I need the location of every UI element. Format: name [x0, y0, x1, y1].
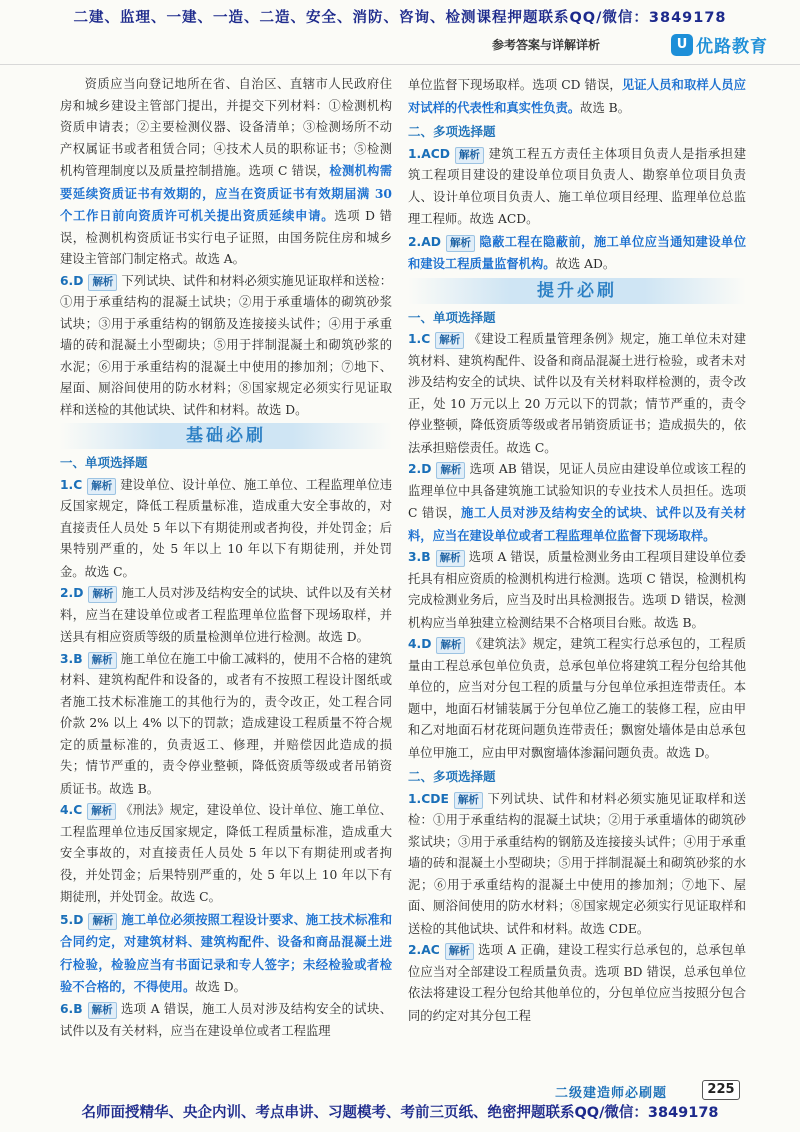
answer-text: 下列试块、试件和材料必须实施见证取样和送检：①用于承重结构的混凝土试块；②用于承重墙体的砌筑砂浆试块；③用于承重结构的钢筋及连接接头试件；④用于承重墙的砖和混凝土小型砌块；⑤用于拌制混凝土和砌筑砂浆的水泥；⑥用于承重结构的混凝土中使用的掺加剂；⑦地下、屋面、厕浴间使用的防水材料；⑧国家规定必须实行见证取样和送检的其他试块、试件和材料。故选 CDE。: [408, 791, 746, 936]
answer-number: 2.AC: [408, 943, 440, 957]
answer-item: [408, 144, 746, 231]
answer-number: 2.D: [408, 462, 432, 476]
intro-text: 资质应当向登记地所在省、自治区、直辖市人民政府住房和城乡建设主管部门提出，并提交下列材料：①检测机构资质申请表；②主要检测仪器、设备清单；③检测场所不动产权属证书或者租赁合同；④技术人员的职称证书；⑤检测机构管理制度以及质量控制措施。选项 C 错误，: [60, 77, 392, 178]
answer-text: 建筑工程五方责任主体项目负责人是指承担建筑工程项目建设的建设单位项目负责人、勘察单位项目负责人、设计单位项目负责人、施工单位项目经理、监理单位总监理工程师。故选 ACD。: [408, 146, 746, 226]
logo-mark-icon: U: [671, 34, 693, 56]
section-band: [408, 278, 746, 304]
band-title: 基础必刷: [186, 426, 266, 446]
section-band: [60, 423, 392, 449]
answer-number: 6.B: [60, 1001, 83, 1016]
analysis-tag: 解析: [446, 235, 475, 252]
answer-number: 6.D: [60, 273, 84, 288]
top-contact-banner: 二建、监理、一建、一造、二造、安全、消防、咨询、检测课程押题联系QQ/微信：3849178: [73, 10, 727, 26]
section-heading: 一、单项选择题: [408, 309, 496, 325]
answer-text: 施工人员对涉及结构安全的试块、试件以及有关材料，应当在建设单位或者工程监理单位监督下现场取样，并送具有相应资质等级的质量检测单位进行检测。故选 D。: [60, 586, 392, 644]
answer-text: 选项 A 错误，质量检测业务由工程项目建设单位委托具有相应资质的检测机构进行检测。选项 C 错误，检测机构完成检测业务后，应当及时出具检测报告。选项 D 错误，检测机构应当单独建立检测结果不合格项目台账。故选 B。: [408, 550, 746, 630]
answer-number: 4.D: [408, 637, 432, 651]
analysis-tag: 解析: [436, 550, 465, 567]
section-heading: 二、多项选择题: [408, 769, 496, 784]
left-column: [60, 74, 392, 1043]
answer-item: [408, 547, 746, 634]
answer-item: [60, 583, 392, 649]
continued-text-end: 故选 B。: [580, 100, 631, 115]
answer-item: [60, 999, 392, 1043]
answer-item: [60, 800, 392, 909]
analysis-tag: 解析: [88, 274, 117, 291]
answer-number: 1.C: [408, 332, 431, 346]
answer-text: 选项 AB 错误，见证人员应由建设单位或该工程的监理单位中具备建筑施工试验知识的专业技术人员担任。选项 C 错误，: [408, 462, 746, 520]
analysis-tag: 解析: [454, 792, 483, 809]
answer-number: 3.B: [408, 550, 431, 564]
section-heading: 一、单项选择题: [60, 455, 148, 470]
answer-text-end: 故选 D。: [195, 980, 246, 994]
continued-highlight: 见证人员和取样人员应对试样的代表性和真实性负责。: [408, 77, 746, 115]
answer-text: 下列试块、试件和材料必须实施见证取样和送检：①用于承重结构的混凝土试块；②用于承重墙体的砌筑砂浆试块；③用于承重结构的钢筋及连接接头试件；④用于承重墙的砖和混凝土小型砌块；⑤用于拌制混凝土和砌筑砂浆的水泥；⑥用于承重结构的混凝土中使用的掺加剂；⑦地下、屋面、厕浴间使用的防水材料；⑧国家规定必须实行见证取样和送检的其他试块、试件和材料。故选 D。: [60, 273, 392, 417]
answer-item: [60, 475, 392, 584]
answer-number: 5.D: [60, 912, 84, 927]
analysis-tag: 解析: [87, 803, 116, 820]
analysis-tag: 解析: [88, 652, 117, 669]
answer-text: 施工单位在施工中偷工减料的，使用不合格的建筑材料、建筑构配件和设备的，或者有不按照工程设计图纸或者施工技术标准施工的其他行为的，责令改正，处工程合同价款 2% 以上 4% 以下的罚款；造成建设工程质量不符合规定的质量标准的，负责返工、修理，并赔偿因此造成的损失；情节严重的，责令停业整顿，降低资质等级或者吊销资质证书。故选 B。: [60, 651, 392, 796]
answer-list: [408, 329, 746, 764]
answer-list: [408, 144, 746, 276]
analysis-tag: 解析: [445, 943, 474, 960]
analysis-tag: 解析: [455, 147, 484, 164]
analysis-tag: 解析: [436, 637, 465, 654]
answer-text-end: 故选 AD。: [555, 257, 616, 271]
answer-text: 《建设工程质量管理条例》规定，施工单位未对建筑材料、建筑构配件、设备和商品混凝土进行检验，或者未对涉及结构安全的试块、试件以及有关材料取样检测的，责令改正，处 10 万元以上 20 万元以下的罚款；情节严重的，责令停业整顿，降低资质等级或者吊销资质证书；造成损失的，依法承担赔偿责任。故选 C。: [408, 332, 746, 455]
page-number: 225: [702, 1080, 740, 1100]
answer-number: 2.D: [60, 586, 84, 600]
answer-number: 4.C: [60, 803, 83, 817]
answer-item: [408, 634, 746, 764]
intro-text-end: 选项 D 错误，检测机构资质证书实行电子证照，由国务院住房和城乡建设主管部门制定格式。故选 A。: [60, 209, 392, 266]
answer-text: 《建筑法》规定，建筑工程实行总承包的，工程质量由工程总承包单位负责，总承包单位将建筑工程分包给其他单位的，应当对分包工程的质量与分包单位承担连带责任。本题中，地面石材铺装属于分包单位乙施工的装修工程，应由甲和乙对地面石材花斑问题负连带责任；飘窗处墙体是由总承包单位甲施工，应由甲对飘窗墙体渗漏问题负责。故选 D。: [408, 637, 746, 760]
continued-text: 单位监督下现场取样。选项 CD 错误，: [408, 78, 622, 92]
analysis-tag: 解析: [436, 462, 465, 479]
analysis-tag: 解析: [435, 332, 464, 349]
answer-highlight: 隐蔽工程在隐蔽前，施工单位应当通知建设单位和建设工程质量监督机构。: [408, 233, 746, 271]
answer-text: 建设单位、设计单位、施工单位、工程监理单位违反国家规定，降低工程质量标准，造成重大安全事故的，对直接责任人员处 5 年以下有期徒刑或者拘役，并处罚金；后果特别严重的，处 5 年以上 10 年以下有期徒刑，并处罚金。故选 C。: [60, 477, 392, 579]
answer-text: 《刑法》规定，建设单位、设计单位、施工单位、工程监理单位违反国家规定，降低工程质量标准，造成重大安全事故的，对直接责任人员处 5 年以下有期徒刑或者拘役，并处罚金；后果特别严重的，处 5 年以上 10 年以下有期徒刑，并处罚金。故选 C。: [60, 803, 392, 904]
answer-number: 2.AD: [408, 234, 441, 249]
answer-list: [60, 475, 392, 1043]
analysis-tag: 解析: [88, 913, 117, 930]
intro-highlight: 检测机构需要延续资质证书有效期的，应当在资质证书有效期届满 30 个工作日前向资质许可机关提出资质延续申请。: [60, 163, 392, 223]
answer-text: 选项 A 错误，施工人员对涉及结构安全的试块、试件以及有关材料，应当在建设单位或者工程监理: [60, 1001, 392, 1038]
answer-item: [408, 789, 746, 941]
answer-number: 1.CDE: [408, 791, 449, 806]
answer-highlight: 施工单位必须按照工程设计要求、施工技术标准和合同约定，对建筑材料、建筑构配件、设备和商品混凝土进行检验，检验应当有书面记录和专人签字；未经检验或者检验不合格的，不得使用。: [60, 911, 392, 994]
answer-highlight: 施工人员对涉及结构安全的试块、试件以及有关材料，应当在建设单位或者工程监理单位监督下现场取样。: [408, 505, 746, 543]
footer-book-title: 二级建造师必刷题: [555, 1086, 668, 1101]
logo-text: 优路教育: [696, 37, 768, 57]
answer-list: [408, 789, 746, 1028]
answer-item: [60, 909, 392, 999]
answer-item: [60, 649, 392, 801]
continued-paragraph: [408, 74, 746, 119]
section-heading: 二、多项选择题: [408, 124, 496, 139]
answer-text: 选项 A 正确，建设工程实行总承包的，总承包单位应当对全部建设工程质量负责。选项 BD 错误，总承包单位依法将建设工程分包给其他单位的，分包单位应当按照分包合同的约定对其分包工程: [408, 943, 746, 1023]
answer-number: 3.B: [60, 651, 83, 666]
page-header: [0, 28, 800, 65]
analysis-tag: 解析: [88, 1002, 117, 1019]
right-column: [408, 74, 746, 1027]
answer-number: 1.C: [60, 477, 83, 492]
bottom-contact-banner: 名师面授精华、央企内训、考点串讲、习题模考、考前三页纸、绝密押题联系QQ/微信：3849178: [81, 1105, 719, 1121]
intro-paragraph: [60, 74, 392, 271]
answer-item: [408, 329, 746, 459]
band-title: 提升必刷: [537, 280, 617, 301]
header-subtitle: 参考答案与详解详析: [491, 38, 600, 52]
brand-logo: [671, 32, 768, 57]
answer-number: 1.ACD: [408, 146, 450, 161]
answer-item: [408, 940, 746, 1027]
analysis-tag: 解析: [88, 586, 117, 603]
analysis-tag: 解析: [87, 478, 116, 495]
answer-item: [60, 271, 392, 422]
answer-item: [408, 231, 746, 276]
answer-item: [408, 459, 746, 547]
